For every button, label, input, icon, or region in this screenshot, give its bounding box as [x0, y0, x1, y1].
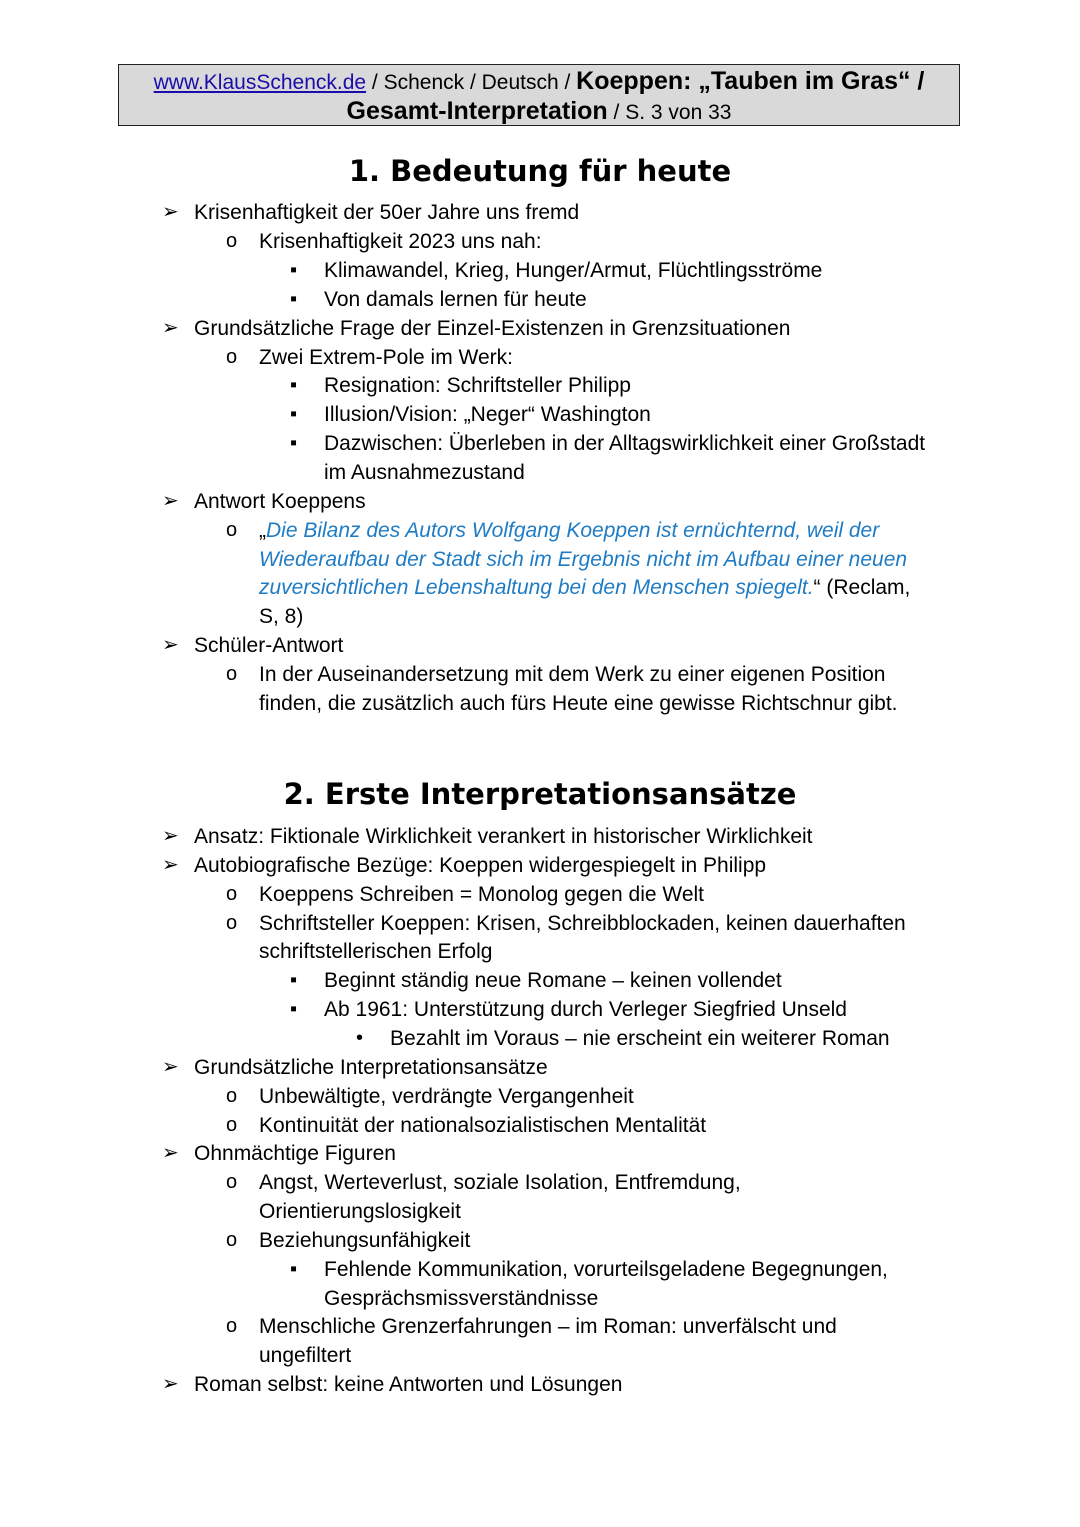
list-item: Menschliche Grenzerfahrungen – im Roman: unverfälscht und — [259, 1315, 837, 1338]
list-item: Ab 1961: Unterstützung durch Verleger Siegfried Unseld — [324, 998, 847, 1021]
list-item: Beziehungsunfähigkeit — [259, 1229, 471, 1252]
arrow-bullet-icon: ➢ — [162, 1373, 179, 1395]
section-2-heading: 2. Erste Interpretationsansätze — [283, 777, 797, 811]
list-item: Beginnt ständig neue Romane – keinen vollendet — [324, 969, 782, 992]
header-subtitle: Gesamt-Interpretation — [346, 97, 608, 125]
circle-bullet-icon: o — [226, 883, 238, 905]
list-item: Fehlende Kommunikation, vorurteilsgeladene Begegnungen, — [324, 1258, 888, 1281]
arrow-bullet-icon: ➢ — [162, 1142, 179, 1164]
list-item: Ohnmächtige Figuren — [194, 1142, 396, 1165]
square-bullet-icon: ▪ — [290, 288, 298, 310]
arrow-bullet-icon: ➢ — [162, 490, 179, 512]
circle-bullet-icon: o — [226, 663, 238, 685]
circle-bullet-icon: o — [226, 1315, 238, 1337]
list-item-continued: finden, die zusätzlich auch fürs Heute eine gewisse Richtschnur gibt. — [259, 692, 898, 715]
header-page-number: / S. 3 von 33 — [607, 101, 732, 124]
quote-source: “ (Reclam, — [813, 576, 911, 599]
quote-line — [259, 516, 879, 545]
quote-open-mark: „ — [259, 519, 266, 542]
dot-bullet-icon: • — [356, 1027, 364, 1049]
square-bullet-icon: ▪ — [290, 969, 298, 991]
website-link[interactable]: www.KlausSchenck.de — [153, 71, 367, 94]
quote-line — [259, 573, 910, 602]
list-item: Unbewältigte, verdrängte Vergangenheit — [259, 1085, 634, 1108]
list-item-continued: ungefiltert — [259, 1344, 352, 1367]
list-item: Krisenhaftigkeit der 50er Jahre uns fremd — [194, 201, 580, 224]
section-1-heading: 1. Bedeutung für heute — [348, 154, 732, 188]
circle-bullet-icon: o — [226, 1114, 238, 1136]
quote-source: S, 8) — [259, 605, 304, 628]
circle-bullet-icon: o — [226, 1171, 238, 1193]
list-item: Grundsätzliche Interpretationsansätze — [194, 1056, 548, 1079]
list-item: Kontinuität der nationalsozialistischen Mentalität — [259, 1114, 707, 1137]
quote-text: zuversichtlichen Lebenshaltung bei den Menschen spiegelt. — [259, 576, 814, 599]
list-item: Zwei Extrem-Pole im Werk: — [259, 346, 513, 369]
header-title: Koeppen: „Tauben im Gras“ / — [576, 67, 925, 95]
circle-bullet-icon: o — [226, 1085, 238, 1107]
list-item-continued: Orientierungslosigkeit — [259, 1200, 461, 1223]
arrow-bullet-icon: ➢ — [162, 854, 179, 876]
arrow-bullet-icon: ➢ — [162, 317, 179, 339]
list-item: Roman selbst: keine Antworten und Lösungen — [194, 1373, 623, 1396]
list-item: Angst, Werteverlust, soziale Isolation, Entfremdung, — [259, 1171, 741, 1194]
list-item-continued: schriftstellerischen Erfolg — [259, 940, 493, 963]
circle-bullet-icon: o — [226, 519, 238, 541]
list-item: Schüler-Antwort — [194, 634, 344, 657]
list-item: Von damals lernen für heute — [324, 288, 587, 311]
list-item: Grundsätzliche Frage der Einzel-Existenzen in Grenzsituationen — [194, 317, 791, 340]
page-header — [118, 64, 960, 126]
list-item: Autobiografische Bezüge: Koeppen widergespiegelt in Philipp — [194, 854, 767, 877]
circle-bullet-icon: o — [226, 912, 238, 934]
list-item-continued: im Ausnahmezustand — [324, 461, 525, 484]
quote-text: Die Bilanz des Autors Wolfgang Koeppen ist ernüchternd, weil der — [266, 519, 880, 542]
list-item: Krisenhaftigkeit 2023 uns nah: — [259, 230, 542, 253]
list-item: In der Auseinandersetzung mit dem Werk zu einer eigenen Position — [259, 663, 886, 686]
list-item: Ansatz: Fiktionale Wirklichkeit verankert in historischer Wirklichkeit — [194, 825, 813, 848]
list-item: Schriftsteller Koeppen: Krisen, Schreibblockaden, keinen dauerhaften — [259, 912, 906, 935]
square-bullet-icon: ▪ — [290, 403, 298, 425]
quote-text: Wiederaufbau der Stadt sich im Ergebnis nicht im Aufbau einer neuen — [259, 548, 908, 571]
list-item: Illusion/Vision: „Neger“ Washington — [324, 403, 651, 426]
square-bullet-icon: ▪ — [290, 374, 298, 396]
list-item: Dazwischen: Überleben in der Alltagswirklichkeit einer Großstadt — [324, 432, 926, 455]
arrow-bullet-icon: ➢ — [162, 634, 179, 656]
square-bullet-icon: ▪ — [290, 259, 298, 281]
list-item: Koeppens Schreiben = Monolog gegen die Welt — [259, 883, 705, 906]
arrow-bullet-icon: ➢ — [162, 201, 179, 223]
arrow-bullet-icon: ➢ — [162, 1056, 179, 1078]
square-bullet-icon: ▪ — [290, 998, 298, 1020]
header-path: / Schenck / Deutsch / — [366, 71, 577, 94]
circle-bullet-icon: o — [226, 346, 238, 368]
circle-bullet-icon: o — [226, 1229, 238, 1251]
list-item: Bezahlt im Voraus – nie erscheint ein weiterer Roman — [390, 1027, 890, 1050]
circle-bullet-icon: o — [226, 230, 238, 252]
arrow-bullet-icon: ➢ — [162, 825, 179, 847]
square-bullet-icon: ▪ — [290, 432, 298, 454]
square-bullet-icon: ▪ — [290, 1258, 298, 1280]
list-item: Klimawandel, Krieg, Hunger/Armut, Flüchtlingsströme — [324, 259, 823, 282]
list-item-continued: Gesprächsmissverständnisse — [324, 1287, 599, 1310]
list-item: Resignation: Schriftsteller Philipp — [324, 374, 631, 397]
list-item: Antwort Koeppens — [194, 490, 366, 513]
